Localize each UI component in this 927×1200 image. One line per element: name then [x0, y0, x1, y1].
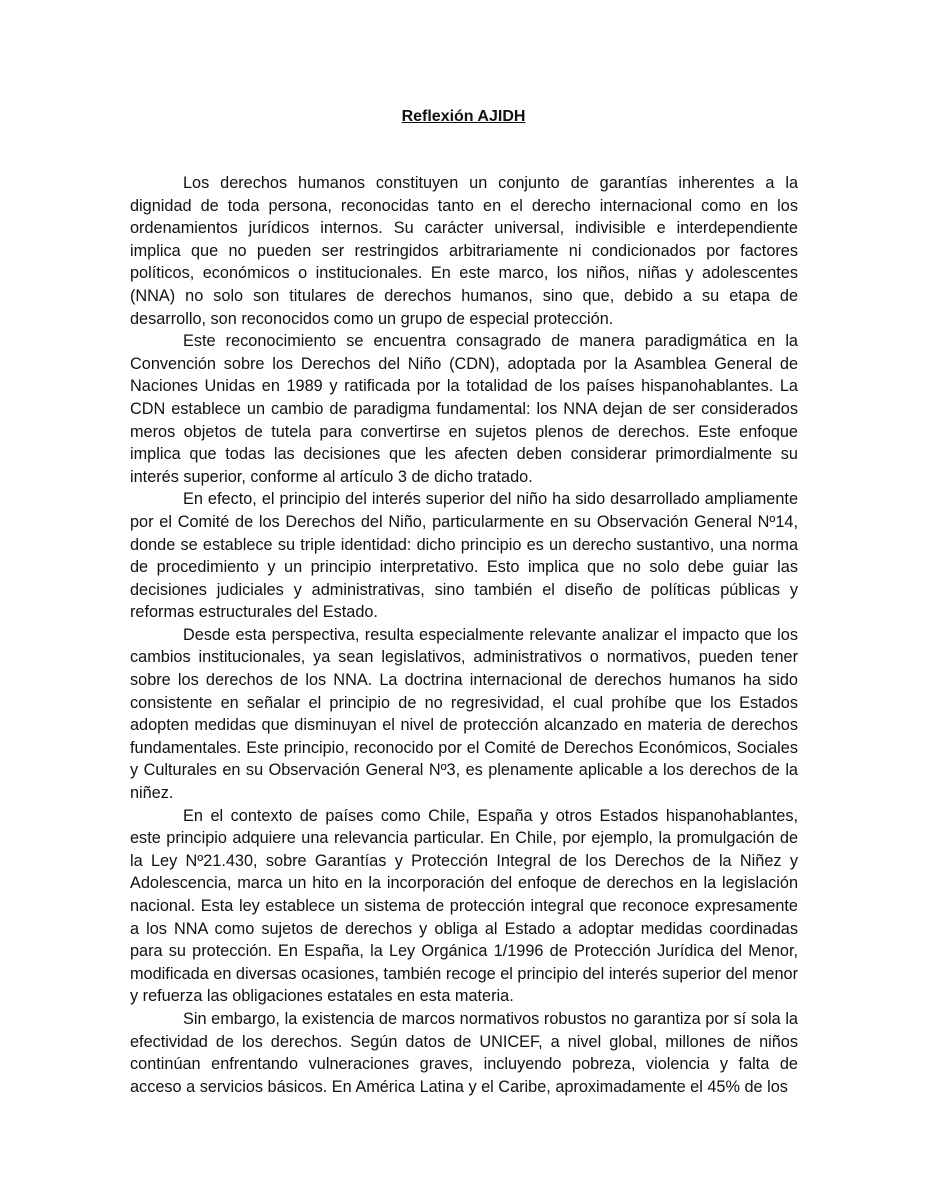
paragraph: Los derechos humanos constituyen un conjunto de garantías inherentes a la dignidad de toda persona, reconocidas tanto en el derecho internacional como en los ordenamientos jurídicos internos. Su carácter universal, indivisible e interdependiente implica que no pueden ser restringidos arbitrariamente ni condicionados por factores políticos, económicos o institucionales. En este marco, los niños, niñas y adolescentes (NNA) no solo son titulares de derechos humanos, sino que, debido a su etapa de desarrollo, son reconocidos como un grupo de especial protección. — [130, 174, 798, 328]
paragraph: En efecto, el principio del interés superior del niño ha sido desarrollado ampliamente por el Comité de los Derechos del Niño, particularmente en su Observación General Nº14, donde se establece su triple identidad: dicho principio es un derecho sustantivo, una norma de procedimiento y un principio interpretativo. Esto implica que no solo debe guiar las decisiones judiciales y administrativas, sino también el diseño de políticas públicas y reformas estructurales del Estado. — [130, 490, 798, 622]
document-body — [130, 172, 798, 1098]
paragraph: Sin embargo, la existencia de marcos normativos robustos no garantiza por sí sola la efectividad de los derechos. Según datos de UNICEF, a nivel global, millones de niños continúan enfrentando vulneraciones graves, incluyendo pobreza, violencia y falta de acceso a servicios básicos. En América Latina y el Caribe, aproximadamente el 45% de los — [130, 1009, 798, 1096]
paragraph: En el contexto de países como Chile, España y otros Estados hispanohablantes, este principio adquiere una relevancia particular. En Chile, por ejemplo, la promulgación de la Ley Nº21.430, sobre Garantías y Protección Integral de los Derechos de la Niñez y Adolescencia, marca un hito en la incorporación del enfoque de derechos en la legislación nacional. Esta ley establece un sistema de protección integral que reconoce expresamente a los NNA como sujetos de derechos y obliga al Estado a adoptar medidas coordinadas para su protección. En España, la Ley Orgánica 1/1996 de Protección Jurídica del Menor, modificada en diversas ocasiones, también recoge el principio del interés superior del menor y refuerza las obligaciones estatales en esta materia. — [130, 806, 798, 1006]
paragraph: Este reconocimiento se encuentra consagrado de manera paradigmática en la Convención sobre los Derechos del Niño (CDN), adoptada por la Asamblea General de Naciones Unidas en 1989 y ratificada por la totalidad de los países hispanohablantes. La CDN establece un cambio de paradigma fundamental: los NNA dejan de ser considerados meros objetos de tutela para convertirse en sujetos plenos de derechos. Este enfoque implica que todas las decisiones que les afecten deben considerar primordialmente su interés superior, conforme al artículo 3 de dicho tratado. — [130, 332, 798, 486]
document-title: Reflexión AJIDH — [401, 108, 526, 125]
paragraph: Desde esta perspectiva, resulta especialmente relevante analizar el impacto que los cambios institucionales, ya sean legislativos, administrativos o normativos, pueden tener sobre los derechos de los NNA. La doctrina internacional de derechos humanos ha sido consistente en señalar el principio de no regresividad, el cual prohíbe que los Estados adopten medidas que disminuyan el nivel de protección alcanzado en materia de derechos fundamentales. Este principio, reconocido por el Comité de Derechos Económicos, Sociales y Culturales en su Observación General Nº3, es plenamente aplicable a los derechos de la niñez. — [130, 625, 798, 803]
